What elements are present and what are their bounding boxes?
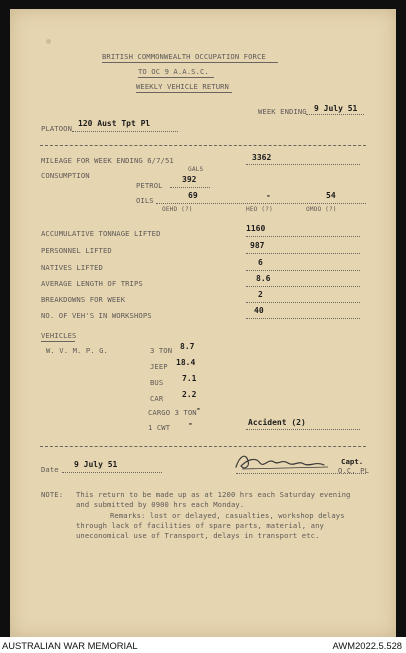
stat-label-4: AVERAGE LENGTH OF TRIPS <box>41 279 143 288</box>
stat-dots-4 <box>246 286 360 287</box>
stat-label-6: NO. OF VEH'S IN WORKSHOPS <box>41 311 152 320</box>
stat-value-3: 6 <box>258 258 263 267</box>
mileage-label: MILEAGE FOR WEEK ENDING 6/7/51 <box>41 156 174 165</box>
stat-value-5: 2 <box>258 290 263 299</box>
oils-label: OILS <box>136 196 154 205</box>
divider-top <box>40 145 366 146</box>
footer-bar <box>0 637 406 653</box>
punch-hole <box>46 39 51 44</box>
header-underline-3 <box>136 92 232 93</box>
footer-institution: AUSTRALIAN WAR MEMORIAL <box>2 640 138 651</box>
stat-dots-1 <box>246 236 360 237</box>
vehicle-value-4: 2.2 <box>182 390 197 399</box>
divider-bottom <box>40 446 366 447</box>
vehicles-class-label: W. V. M. P. G. <box>46 346 108 355</box>
stat-label-5: BREAKDOWNS FOR WEEK <box>41 295 126 304</box>
week-ending-dots <box>306 114 364 115</box>
note-line-3: Remarks: lost or delayed, casualties, workshop delays <box>110 511 345 520</box>
vehicle-value-5: - <box>196 404 201 413</box>
note-line-1: This return to be made up as at 1200 hrs each Saturday evening <box>76 490 351 499</box>
oils-value-3: 54 <box>326 191 336 200</box>
vehicles-underline <box>41 341 75 342</box>
date-dots <box>62 472 162 473</box>
vehicle-label-6: 1 CWT <box>148 423 171 432</box>
petrol-unit: GALS <box>188 166 204 173</box>
week-ending-value: 9 July 51 <box>314 104 358 113</box>
header-underline-2 <box>138 77 214 78</box>
remark-dots <box>246 429 360 430</box>
date-value: 9 July 51 <box>74 460 118 469</box>
note-line-2: and submitted by 0900 hrs each Monday. <box>76 500 245 509</box>
vehicle-value-6: - <box>188 419 193 428</box>
petrol-dots <box>170 187 210 188</box>
oils-value-2: - <box>266 191 271 200</box>
document-page <box>10 9 396 637</box>
vehicles-heading: VEHICLES <box>41 331 77 340</box>
oils-grade-3: OMOO (?) <box>306 206 337 213</box>
note-line-5: uneconomical use of Transport, delays in transport etc. <box>76 531 320 540</box>
oils-grade-1: OEHD (?) <box>162 206 193 213</box>
mileage-value: 3362 <box>252 153 272 162</box>
note-label: NOTE: <box>41 490 64 499</box>
signoff-rank: Capt. <box>341 457 364 466</box>
oils-grade-2: HEO (?) <box>246 206 273 213</box>
vehicle-label-3: BUS <box>150 378 164 387</box>
vehicle-value-3: 7.1 <box>182 374 197 383</box>
oils-dots <box>156 203 366 204</box>
vehicle-remark: Accident (2) <box>248 418 306 427</box>
petrol-label: PETROL <box>136 181 163 190</box>
signoff-dots <box>236 473 366 474</box>
oils-value-1: 69 <box>188 191 198 200</box>
platoon-label: PLATOON <box>41 124 72 133</box>
stat-dots-5 <box>246 302 360 303</box>
stat-label-2: PERSONNEL LIFTED <box>41 246 112 255</box>
header-line-2: TO OC 9 A.A.S.C. <box>138 67 209 76</box>
note-line-4: through lack of facilities of spare parts, material, any <box>76 521 324 530</box>
signoff-title: O.C. PL <box>338 466 369 475</box>
header-line-3: WEEKLY VEHICLE RETURN <box>136 82 229 91</box>
stat-dots-3 <box>246 270 360 271</box>
vehicle-label-4: CAR <box>150 394 164 403</box>
stat-dots-6 <box>246 318 360 319</box>
stat-value-1: 1160 <box>246 224 266 233</box>
consumption-label: CONSUMPTION <box>41 171 90 180</box>
vehicle-label-2: JEEP <box>150 362 168 371</box>
week-ending-label: WEEK ENDING <box>258 107 307 116</box>
stat-value-2: 987 <box>250 241 265 250</box>
stat-label-3: NATIVES LIFTED <box>41 263 103 272</box>
vehicle-label-1: 3 TON <box>150 346 173 355</box>
stat-value-6: 40 <box>254 306 264 315</box>
header-line-1: BRITISH COMMONWEALTH OCCUPATION FORCE <box>102 52 266 61</box>
header-underline-1 <box>102 62 278 63</box>
stat-dots-2 <box>246 253 360 254</box>
petrol-value: 392 <box>182 175 197 184</box>
platoon-dots <box>72 131 178 132</box>
stat-value-4: 8.6 <box>256 274 271 283</box>
stat-label-1: ACCUMULATIVE TONNAGE LIFTED <box>41 229 161 238</box>
vehicle-value-2: 18.4 <box>176 358 196 367</box>
platoon-value: 120 Aust Tpt Pl <box>78 119 151 128</box>
signature <box>232 451 342 473</box>
mileage-dots <box>246 164 360 165</box>
date-label: Date <box>41 465 59 474</box>
footer-accession-number: AWM2022.5.528 <box>332 640 402 651</box>
vehicle-label-5: CARGO 3 TON <box>148 408 197 417</box>
vehicle-value-1: 8.7 <box>180 342 195 351</box>
